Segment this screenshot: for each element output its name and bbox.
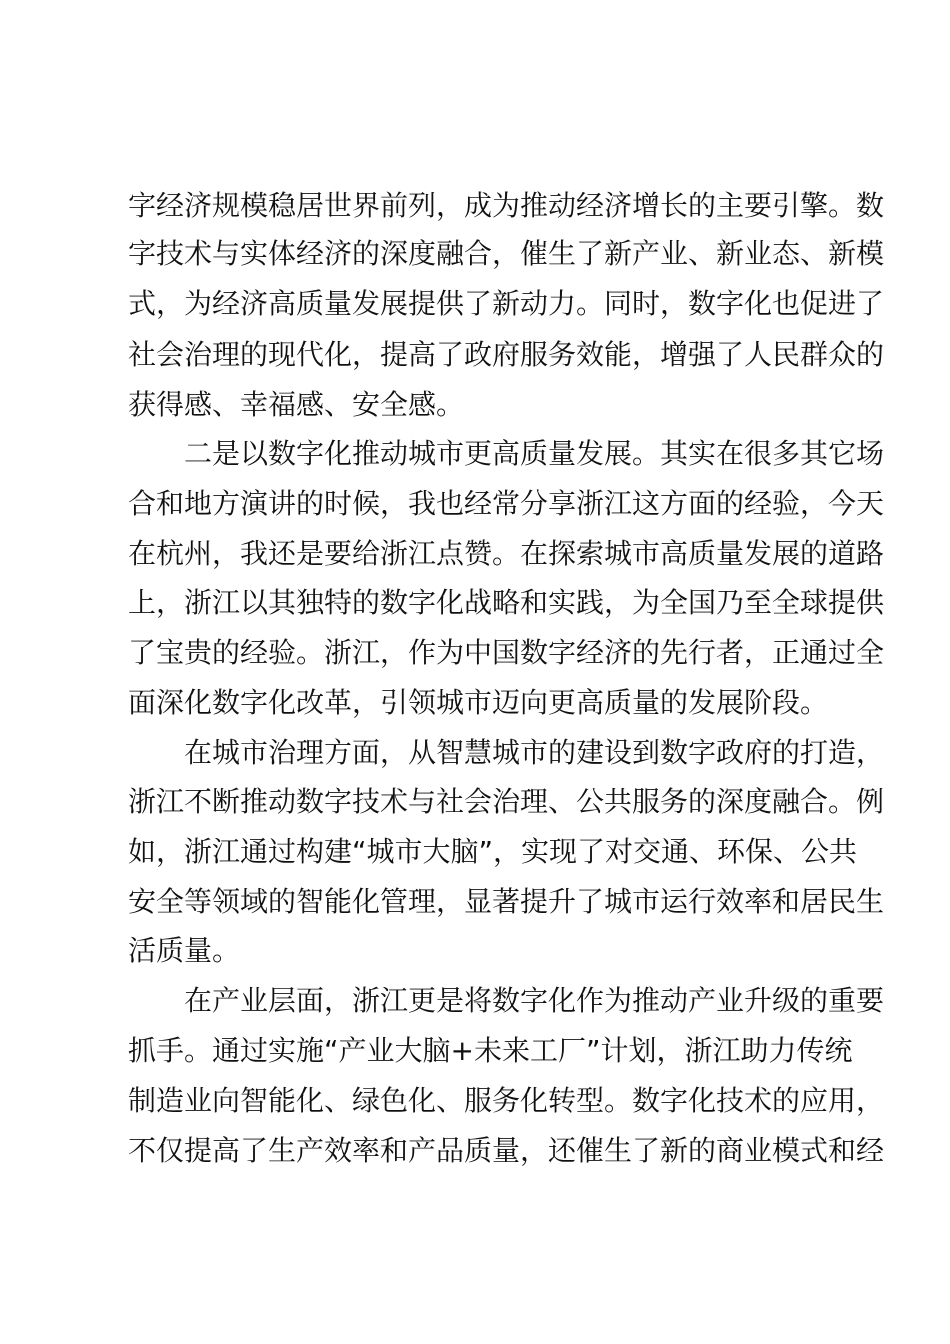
text-line: 在杭州，我还是要给浙江点赞。在探索城市高质量发展的道路 bbox=[128, 537, 885, 570]
text-line: 面深化数字化改革，引领城市迈向更高质量的发展阶段。 bbox=[128, 686, 829, 719]
text-line: 安全等领域的智能化管理，显著提升了城市运行效率和居民生 bbox=[128, 885, 885, 918]
text-line: 不仅提高了生产效率和产品质量，还催生了新的商业模式和经 bbox=[128, 1134, 885, 1167]
text-line: 抓手。通过实施“产业大脑+未来工厂”计划，浙江助力传统 bbox=[128, 1034, 853, 1067]
text-line: 式，为经济高质量发展提供了新动力。同时，数字化也促进了 bbox=[128, 287, 885, 320]
text-line: 浙江不断推动数字技术与社会治理、公共服务的深度融合。例 bbox=[128, 785, 885, 818]
text-line: 如，浙江通过构建“城市大脑”，实现了对交通、环保、公共 bbox=[128, 835, 858, 868]
text-line: 字技术与实体经济的深度融合，催生了新产业、新业态、新模 bbox=[128, 237, 885, 270]
text-line: 社会治理的现代化，提高了政府服务效能，增强了人民群众的 bbox=[128, 338, 885, 371]
text-line: 合和地方演讲的时候，我也经常分享浙江这方面的经验，今天 bbox=[128, 487, 885, 520]
text-line: 了宝贵的经验。浙江，作为中国数字经济的先行者，正通过全 bbox=[128, 636, 885, 669]
paragraph-first-line: 二是以数字化推动城市更高质量发展。其实在很多其它场 bbox=[184, 437, 885, 470]
text-line: 获得感、幸福感、安全感。 bbox=[128, 388, 465, 421]
paragraph-first-line: 在产业层面，浙江更是将数字化作为推动产业升级的重要 bbox=[184, 984, 885, 1017]
text-line: 活质量。 bbox=[128, 934, 241, 967]
text-line: 上，浙江以其独特的数字化战略和实践，为全国乃至全球提供 bbox=[128, 586, 885, 619]
paragraph-first-line: 在城市治理方面，从智慧城市的建设到数字政府的打造， bbox=[184, 736, 885, 769]
text-line: 制造业向智能化、绿色化、服务化转型。数字化技术的应用， bbox=[128, 1084, 885, 1117]
text-line: 字经济规模稳居世界前列，成为推动经济增长的主要引擎。数 bbox=[128, 189, 885, 222]
